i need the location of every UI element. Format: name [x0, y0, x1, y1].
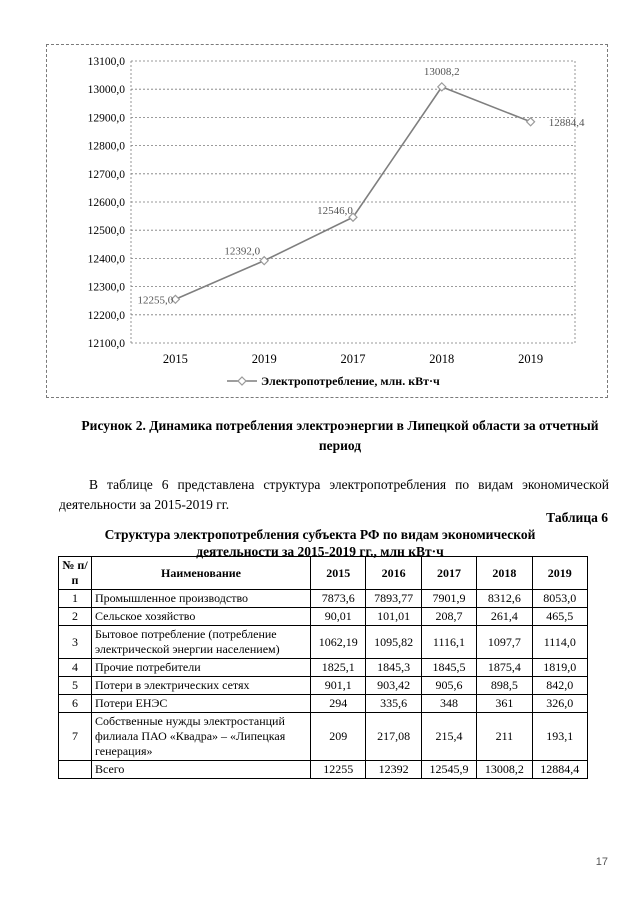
row-index [59, 761, 92, 779]
cell-2019: 1819,0 [532, 659, 587, 677]
legend-marker [238, 377, 246, 385]
cell-2016: 1095,82 [366, 626, 421, 659]
cell-2018: 211 [477, 713, 532, 761]
cell-2018: 261,4 [477, 608, 532, 626]
x-tick-label: 2019 [518, 352, 544, 366]
row-name: Потери в электрических сетях [92, 677, 311, 695]
x-tick-label: 2017 [340, 352, 366, 366]
row-index: 1 [59, 590, 92, 608]
table-row [59, 626, 588, 659]
cell-2015: 901,1 [311, 677, 366, 695]
cell-2015: 12255 [311, 761, 366, 779]
cell-2017: 215,4 [421, 713, 476, 761]
row-name: Собственные нужды электростанций филиала ПАО «Квадра» – «Липецкая генерация» [92, 713, 311, 761]
consumption-table [58, 556, 588, 779]
cell-2018: 898,5 [477, 677, 532, 695]
data-label: 12255,0 [137, 294, 174, 307]
x-tick-label: 2015 [162, 352, 188, 366]
row-name: Сельское хозяйство [92, 608, 311, 626]
header-2019: 2019 [532, 557, 587, 590]
cell-2017: 348 [421, 695, 476, 713]
data-label: 12392,0 [224, 245, 261, 258]
row-index: 4 [59, 659, 92, 677]
data-label: 12546,0 [317, 205, 353, 218]
cell-2019: 193,1 [532, 713, 587, 761]
chart-container [46, 44, 608, 398]
cell-2015: 209 [311, 713, 366, 761]
cell-2016: 101,01 [366, 608, 421, 626]
cell-2019: 8053,0 [532, 590, 587, 608]
cell-2017: 7901,9 [421, 590, 476, 608]
cell-2019: 12884,4 [532, 761, 587, 779]
y-tick-label: 12900,0 [87, 112, 125, 125]
header-2016: 2016 [366, 557, 421, 590]
cell-2017: 208,7 [421, 608, 476, 626]
cell-2016: 7893,77 [366, 590, 421, 608]
data-label: 12884,4 [548, 116, 585, 129]
cell-2018: 361 [477, 695, 532, 713]
table-row [59, 590, 588, 608]
row-index: 5 [59, 677, 92, 695]
table-row [59, 713, 588, 761]
line-chart [47, 45, 609, 399]
y-tick-label: 12100,0 [87, 338, 125, 350]
cell-2019: 465,5 [532, 608, 587, 626]
data-point [527, 118, 535, 126]
cell-2019: 842,0 [532, 677, 587, 695]
row-index: 6 [59, 695, 92, 713]
cell-2019: 1114,0 [532, 626, 587, 659]
cell-2019: 326,0 [532, 695, 587, 713]
y-tick-label: 13000,0 [87, 84, 125, 97]
table-row [59, 695, 588, 713]
cell-2017: 905,6 [421, 677, 476, 695]
legend-label: Электропотребление, млн. кВт·ч [261, 374, 440, 388]
y-tick-label: 13100,0 [87, 56, 125, 68]
data-label: 13008,2 [423, 65, 460, 78]
row-name: Бытовое потребление (потребление электрической энергии населением) [92, 626, 311, 659]
y-tick-label: 12300,0 [87, 281, 125, 294]
table-row [59, 659, 588, 677]
cell-2018: 1875,4 [477, 659, 532, 677]
body-paragraph: В таблице 6 представлена структура электропотребления по видам экономической деятельности за 2015-2019 гг. [59, 477, 609, 512]
x-tick-label: 2019 [251, 352, 277, 366]
table-header-row [59, 557, 588, 590]
table-total-row [59, 761, 588, 779]
cell-2017: 1116,1 [421, 626, 476, 659]
row-name: Промышленное производство [92, 590, 311, 608]
table-title: Структура электропотребления субъекта РФ по видам экономической деятельности за 2015-2019 гг., млн кВт·ч [104, 527, 536, 559]
data-point [260, 257, 268, 265]
page-number: 17 [595, 856, 608, 868]
table-row [59, 608, 588, 626]
figure-caption: Рисунок 2. Динамика потребления электроэнергии в Липецкой области за отчетный период [81, 418, 599, 453]
cell-2016: 335,6 [366, 695, 421, 713]
cell-2015: 7873,6 [311, 590, 366, 608]
row-index: 2 [59, 608, 92, 626]
row-index: 7 [59, 713, 92, 761]
y-tick-label: 12200,0 [87, 309, 125, 322]
row-name: Потери ЕНЭС [92, 695, 311, 713]
y-tick-label: 12700,0 [87, 168, 125, 181]
cell-2015: 1825,1 [311, 659, 366, 677]
cell-2016: 12392 [366, 761, 421, 779]
cell-2017: 1845,5 [421, 659, 476, 677]
cell-2015: 1062,19 [311, 626, 366, 659]
row-index: 3 [59, 626, 92, 659]
header-2018: 2018 [477, 557, 532, 590]
y-tick-label: 12600,0 [87, 197, 125, 209]
header-2015: 2015 [311, 557, 366, 590]
cell-2018: 8312,6 [477, 590, 532, 608]
cell-2018: 13008,2 [477, 761, 532, 779]
y-tick-label: 12500,0 [87, 225, 125, 238]
table-label: Таблица 6 [546, 510, 608, 525]
y-tick-label: 12400,0 [87, 253, 125, 266]
x-tick-label: 2018 [429, 352, 455, 366]
cell-2016: 903,42 [366, 677, 421, 695]
series-line [175, 87, 530, 299]
row-name: Всего [92, 761, 311, 779]
cell-2017: 12545,9 [421, 761, 476, 779]
table-row [59, 677, 588, 695]
cell-2015: 294 [311, 695, 366, 713]
cell-2018: 1097,7 [477, 626, 532, 659]
header-name: Наименование [92, 557, 311, 590]
cell-2015: 90,01 [311, 608, 366, 626]
cell-2016: 217,08 [366, 713, 421, 761]
header-index: № п/п [59, 557, 92, 590]
header-2017: 2017 [421, 557, 476, 590]
cell-2016: 1845,3 [366, 659, 421, 677]
row-name: Прочие потребители [92, 659, 311, 677]
y-tick-label: 12800,0 [87, 140, 125, 153]
